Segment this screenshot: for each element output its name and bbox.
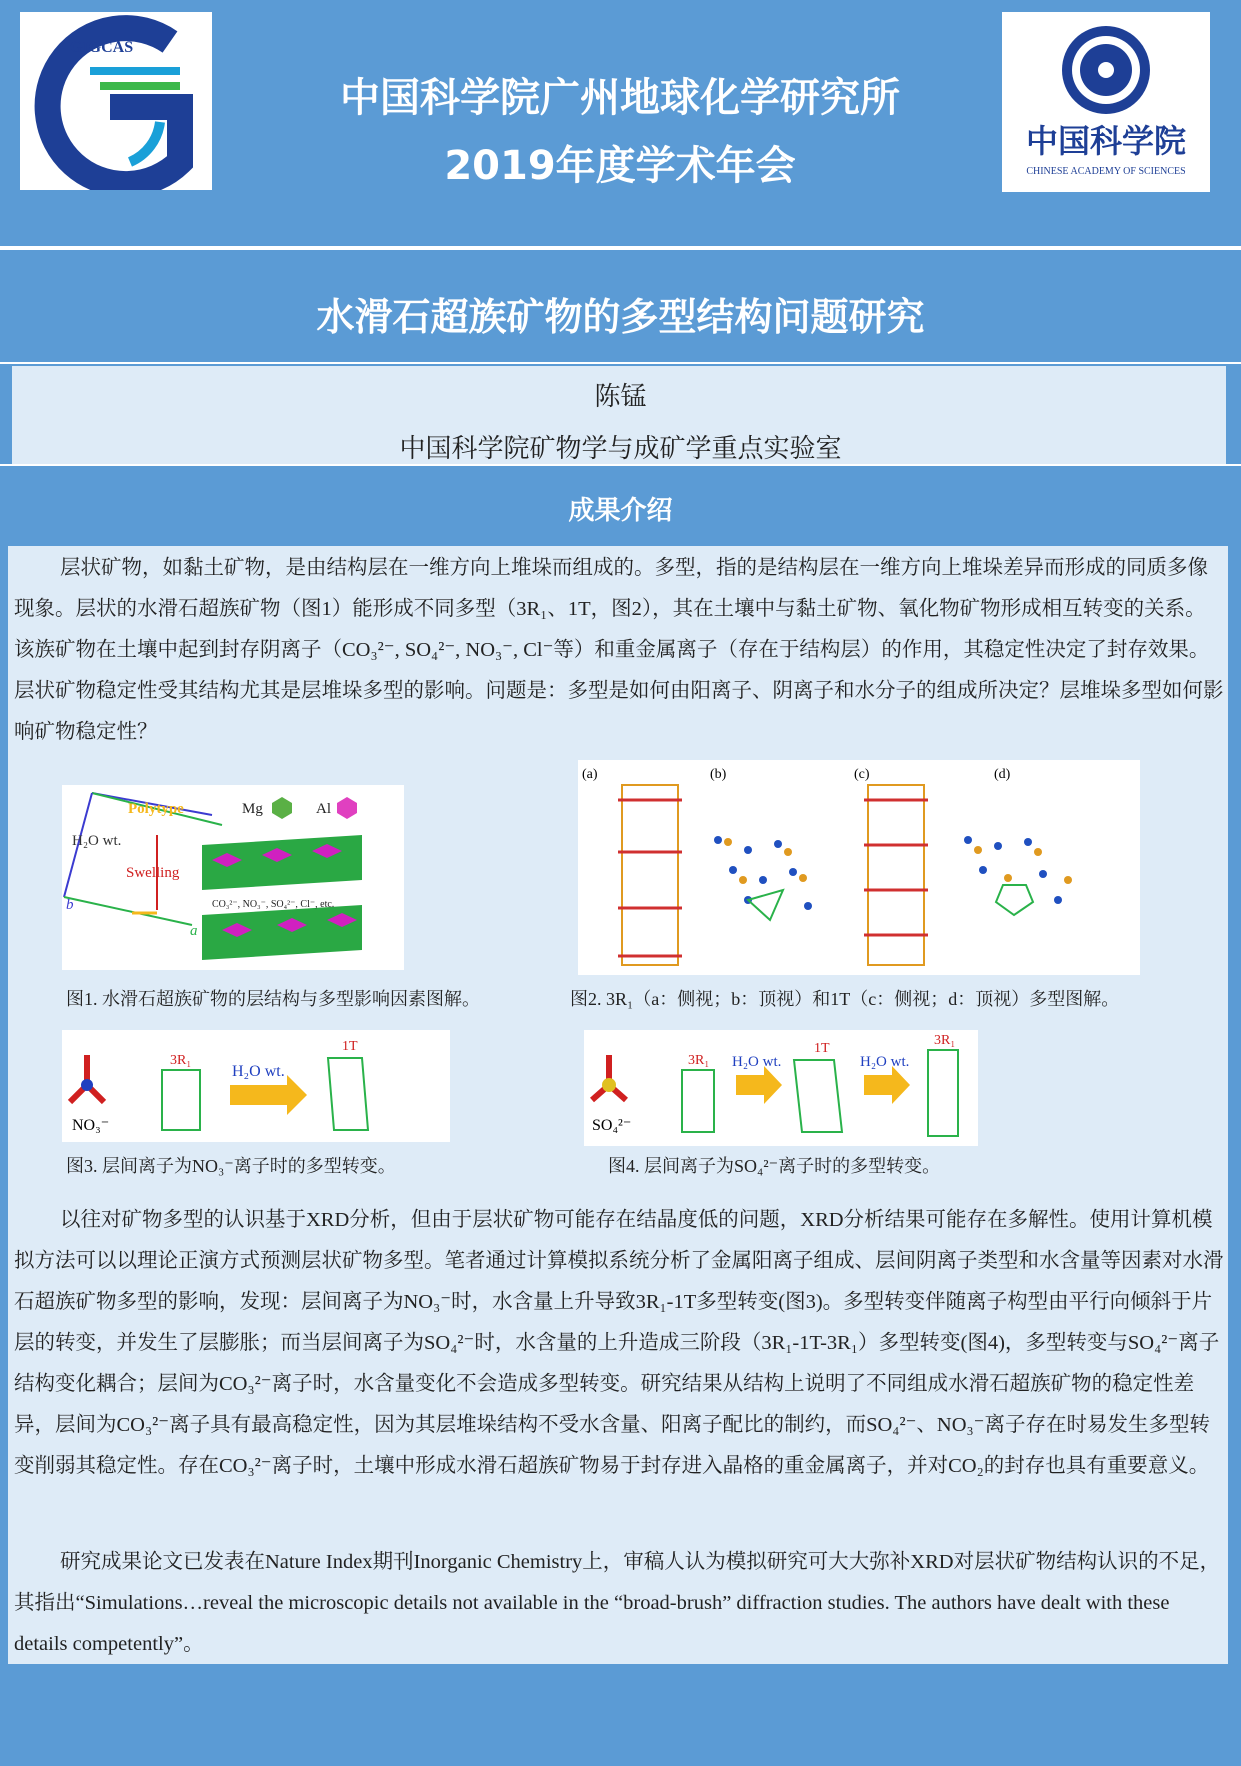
fig1-polytype-label: Polytype: [128, 801, 184, 817]
fig4-first-label: 3R₁: [688, 1053, 710, 1068]
poster-title: 水滑石超族矿物的多型结构问题研究: [316, 295, 925, 339]
fig1-anions-label: CO₃²⁻, NO₃⁻, SO₄²⁻, Cl⁻, etc.: [212, 899, 335, 910]
fig1-mg-label: Mg: [242, 801, 263, 817]
fig4-ion-label: SO₄²⁻: [592, 1117, 632, 1134]
figure-2: [578, 760, 1140, 975]
paragraph-findings: 以往对矿物多型的认识基于XRD分析，但由于层状矿物可能存在结晶度低的问题，XRD分析结果可能存在多解性。使用计算机模拟方法可以以理论正演方式预测层状矿物多型。笔者通过计算模拟系统分析了金属阳离子组成、层间阴离子类型和水含量等因素对水滑石超族矿物多型的影响，发现：层间离子为NO₃⁻时，水含量上升导致3R₁-1T多型转变(图3)。多型转变伴随离子构型由平行向倾斜于片层的转变，并发生了层膨胀；而当层间离子为SO₄²⁻时，水含量的上升造成三阶段（3R₁-1T-3R₁）多型转变(图4)，多型转变与SO₄²⁻离子结构变化耦合；层间为CO₃²⁻离子时，水含量变化不会造成多型转变。研究结果从结构上说明了不同组成水滑石超族矿物的稳定性差异，层间为CO₃²⁻离子具有最高稳定性，因为其层堆垛结构不受水含量、阳离子配比的制约，而SO₄²⁻、NO₃⁻离子存在时易发生多型转变削弱其稳定性。存在CO₃²⁻离子时，土壤中形成水滑石超族矿物易于封存进入晶格的重金属离子，并对CO₂的封存也具有重要意义。: [14, 1209, 1224, 1477]
gigcas-logo: [20, 12, 212, 190]
footer-band: [0, 1666, 1241, 1766]
figure-1-caption: 图1. 水滑石超族矿物的层结构与多型影响因素图解。: [66, 989, 480, 1009]
event-name: 2019年度学术年会: [444, 143, 796, 189]
header-divider: [0, 246, 1241, 249]
institute-name: 中国科学院广州地球化学研究所: [340, 75, 900, 121]
logo-left-text: GIGCAS: [70, 39, 134, 56]
fig4-water1-label: H₂O wt.: [732, 1054, 782, 1070]
fig1-a-label: a: [190, 923, 198, 939]
fig2-panel-a: (a): [582, 767, 598, 782]
logo-right-text: 中国科学院: [1025, 123, 1187, 159]
fig3-from-label: 3R₁: [170, 1053, 192, 1068]
cas-logo: [1002, 12, 1210, 192]
section-title: 成果介绍: [568, 496, 673, 526]
fig3-to-label: 1T: [342, 1039, 358, 1054]
fig4-second-label: 1T: [814, 1041, 830, 1056]
figure-2-caption: 图2. 3R₁（a：侧视；b：顶视）和1T（c：侧视；d：顶视）多型图解。: [570, 989, 1120, 1009]
fig1-swelling-label: Swelling: [126, 865, 180, 881]
fig2-panel-b: (b): [710, 767, 727, 782]
affiliation: 中国科学院矿物学与成矿学重点实验室: [399, 434, 842, 463]
figure-4: [584, 1030, 978, 1146]
logo-right-subtext: CHINESE ACADEMY OF SCIENCES: [1026, 166, 1186, 177]
paragraph-publication: 研究成果论文已发表在Nature Index期刊Inorganic Chemistry上，审稿人认为模拟研究可大大弥补XRD对层状矿物结构认识的不足，其指出“Simulations…reveal the microscopic details not available in the “broad-brush” diffraction studies. The authors have dealt with these details competently”。: [14, 1551, 1221, 1655]
fig3-water-label: H₂O wt.: [232, 1063, 285, 1080]
fig1-h2o-label: H₂O wt.: [72, 833, 122, 849]
fig4-third-label: 3R₁: [934, 1033, 956, 1048]
figure-3: [62, 1030, 450, 1142]
paragraph-intro: 层状矿物，如黏土矿物，是由结构层在一维方向上堆垛而组成的。多型，指的是结构层在一维方向上堆垛差异而形成的同质多像现象。层状的水滑石超族矿物（图1）能形成不同多型（3R₁、1T，图2），其在土壤中与黏土矿物、氧化物矿物形成相互转变的关系。该族矿物在土壤中起到封存阴离子（CO₃²⁻, SO₄²⁻, NO₃⁻, Cl⁻等）和重金属离子（存在于结构层）的作用，其稳定性决定了封存效果。层状矿物稳定性受其结构尤其是层堆垛多型的影响。问题是：多型是如何由阳离子、阴离子和水分子的组成所决定？层堆垛多型如何影响矿物稳定性？: [14, 557, 1224, 743]
fig2-panel-c: (c): [854, 767, 870, 782]
author-name: 陈锰: [594, 382, 647, 411]
figure-4-caption: 图4. 层间离子为SO₄²⁻离子时的多型转变。: [608, 1156, 941, 1176]
fig3-ion-label: NO₃⁻: [72, 1117, 110, 1134]
figure-3-caption: 图3. 层间离子为NO₃⁻离子时的多型转变。: [66, 1156, 396, 1176]
fig1-al-label: Al: [316, 801, 331, 817]
fig2-panel-d: (d): [994, 767, 1011, 782]
figure-1: [62, 785, 404, 970]
fig4-water2-label: H₂O wt.: [860, 1054, 910, 1070]
fig1-b-label: b: [66, 897, 74, 913]
